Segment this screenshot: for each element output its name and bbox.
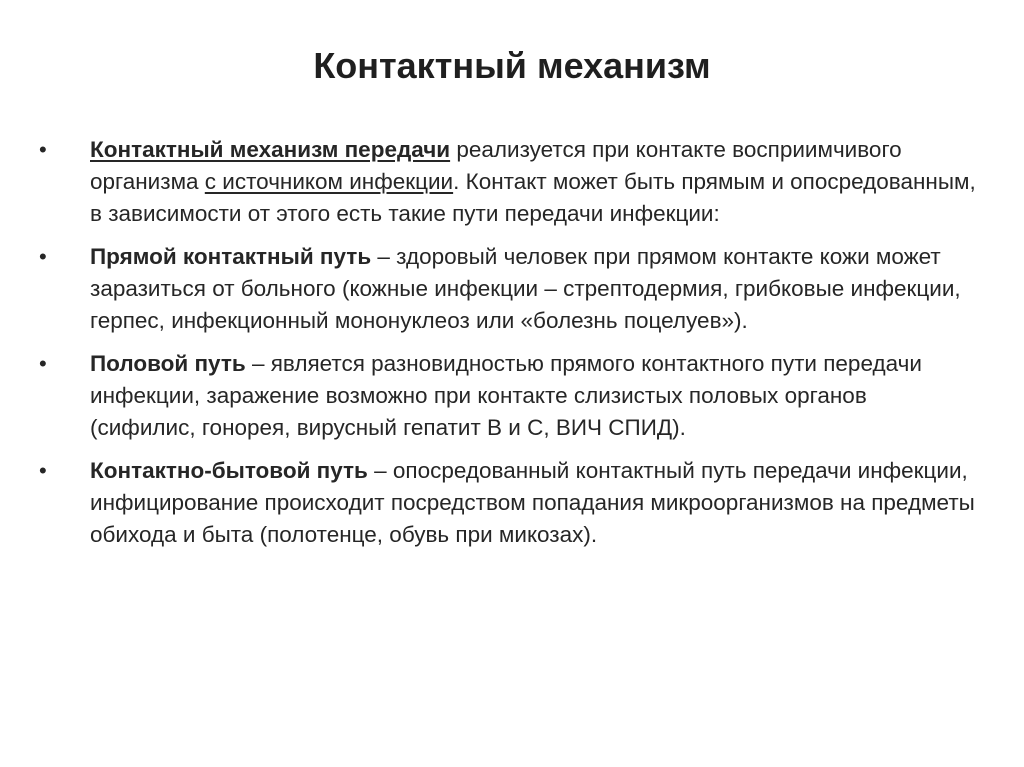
item-text: – опосредованный контактный путь передачи инфекции, инфицирование происходит посредством попадания микроорганизмов на предметы обихода и быта (полотенце, обувь при микозах). [90,458,975,547]
item-underlined-text: с источником инфекции [204,169,454,194]
bullet-list [36,134,976,562]
list-item [36,455,976,551]
bullet-icon: • [39,351,47,376]
bullet-icon: • [39,458,47,483]
list-item [36,348,976,444]
list-item [36,134,976,230]
item-text: – является разновидностью прямого контактного пути передачи инфекции, заражение возможно при контакте слизистых половых органов (сифилис, гонорея, вирусный гепатит В и С, ВИЧ СПИД). [90,351,922,440]
item-text: . Контакт может быть прямым и опосредованным, в зависимости от этого есть такие пути передачи инфекции: [90,169,976,226]
item-term: Половой путь [90,351,246,376]
bullet-icon: • [39,244,47,269]
item-term: Прямой контактный путь [90,244,372,269]
item-term: Контактно-бытовой путь [90,458,368,483]
item-text: – здоровый человек при прямом контакте кожи может заразиться от больного (кожные инфекции – стрептодермия, грибковые инфекции, герпес, инфекционный мононуклеоз или «болезнь поцелуев»). [90,244,961,333]
item-term: Контактный механизм передачи [90,137,451,162]
list-item [36,241,976,337]
slide-title: Контактный механизм [313,45,711,86]
bullet-icon: • [39,137,47,162]
item-text: реализуется при контакте восприимчивого организма [90,137,902,194]
